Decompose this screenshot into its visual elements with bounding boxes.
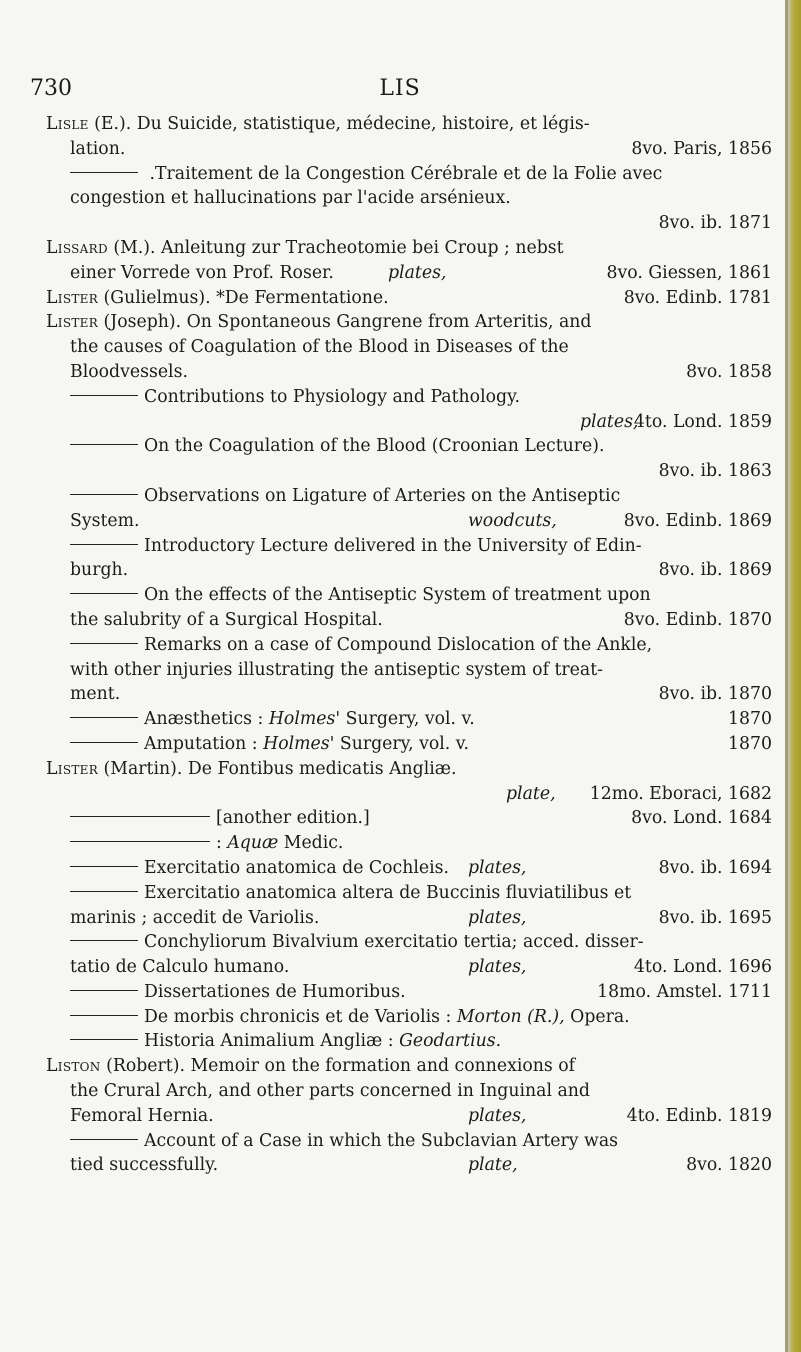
imprint: 8vo. Lond. 1684 xyxy=(631,808,772,829)
entry-text: Account of a Case in which the Subclavian Artery was xyxy=(144,1130,618,1151)
entry-text: Bloodvessels. xyxy=(70,361,188,382)
entry-line xyxy=(46,806,772,831)
italic-text: Aquæ xyxy=(227,833,279,854)
entry-line xyxy=(46,707,772,732)
format-note: plates, xyxy=(468,907,527,928)
entry-text: the salubrity of a Surgical Hospital. xyxy=(70,609,383,630)
entry-line xyxy=(46,335,772,360)
imprint: 4to. Edinb. 1819 xyxy=(626,1105,772,1126)
italic-text: Holmes' xyxy=(268,709,341,730)
entry-line xyxy=(46,236,772,261)
entry-line xyxy=(46,261,772,286)
entry-line xyxy=(46,534,772,559)
entry-text: with other injuries illustrating the antiseptic system of treat- xyxy=(70,659,603,680)
entry-line xyxy=(46,558,772,583)
ditto-rule xyxy=(70,643,138,644)
entry-line xyxy=(46,782,772,807)
entry-text: (E.). Du Suicide, statistique, médecine, histoire, et légis- xyxy=(88,114,590,134)
entry-text: tied successfully. xyxy=(70,1155,219,1176)
entry-text: (Martin). De Fontibus medicatis Angliæ. xyxy=(98,758,457,779)
imprint: 8vo. ib. 1694 xyxy=(658,857,772,878)
entry-line xyxy=(46,980,772,1005)
entry-line xyxy=(46,459,772,484)
italic-text: Morton (R.), xyxy=(456,1006,565,1027)
imprint: 8vo. Giessen, 1861 xyxy=(606,262,772,283)
page-edge xyxy=(785,0,801,1352)
entry-text: Observations on Ligature of Arteries on the Antiseptic xyxy=(144,485,621,506)
author-name: Lisle xyxy=(46,114,89,134)
imprint: 8vo. ib. 1871 xyxy=(658,213,772,234)
entry-line xyxy=(46,509,772,534)
ditto-rule xyxy=(70,494,138,495)
imprint: 8vo. ib. 1869 xyxy=(658,560,772,581)
entry-line xyxy=(46,1153,772,1178)
page-number: 730 xyxy=(30,76,72,101)
entry-text: marinis ; accedit de Variolis. xyxy=(70,907,320,928)
entry-text: the Crural Arch, and other parts concerned in Inguinal and xyxy=(70,1081,590,1102)
entry-text: burgh. xyxy=(70,560,129,581)
entry-line xyxy=(46,484,772,509)
entry-line xyxy=(46,1029,772,1054)
ditto-rule xyxy=(70,1039,138,1040)
page-header xyxy=(30,76,770,110)
italic-text: Holmes' xyxy=(263,733,335,754)
entry-line xyxy=(46,856,772,881)
ditto-rule xyxy=(70,891,138,892)
entry-line xyxy=(46,608,772,633)
entry-text: Surgery, vol. v. xyxy=(334,733,469,754)
imprint: 12mo. Eboraci, 1682 xyxy=(589,783,772,804)
ditto-rule xyxy=(70,593,138,594)
entry-text: Anæsthetics : xyxy=(144,709,269,730)
author-name: Lister xyxy=(46,312,99,333)
entry-line xyxy=(46,1005,772,1030)
entry-text: [another edition.] xyxy=(216,808,370,829)
running-head: LIS xyxy=(379,76,421,101)
ditto-rule xyxy=(70,841,210,842)
ditto-rule xyxy=(70,1015,138,1016)
ditto-rule xyxy=(70,866,138,867)
entry-text: Remarks on a case of Compound Dislocation of the Ankle, xyxy=(144,634,653,655)
entry-text: : xyxy=(216,833,228,854)
entry-text: lation. xyxy=(70,138,126,159)
entry-line xyxy=(46,1079,772,1104)
imprint: 8vo. 1820 xyxy=(686,1155,772,1176)
entry-line xyxy=(46,1054,772,1079)
imprint: 1870 xyxy=(728,733,772,754)
entry-text: Dissertationes de Humoribus. xyxy=(144,981,406,1002)
entry-line xyxy=(46,906,772,931)
entry-line xyxy=(46,434,772,459)
entry-line xyxy=(46,112,772,137)
imprint: 8vo. 1858 xyxy=(686,361,772,382)
entry-line xyxy=(46,385,772,410)
imprint: 8vo. ib. 1695 xyxy=(658,907,772,928)
entry-line xyxy=(46,633,772,658)
ditto-rule xyxy=(70,717,138,718)
format-note: plates, xyxy=(468,857,527,878)
entry-text: the causes of Coagulation of the Blood in Diseases of the xyxy=(70,337,569,358)
entry-text: Historia Animalium Angliæ : xyxy=(144,1031,400,1052)
entry-text: (Robert). Memoir on the formation and connexions of xyxy=(100,1056,576,1077)
ditto-rule xyxy=(70,395,138,396)
format-note: plate, xyxy=(506,783,556,804)
author-name: Lister xyxy=(46,758,99,779)
italic-text: Geodartius. xyxy=(399,1031,502,1052)
format-note: plates, xyxy=(580,411,639,432)
entry-text: (Joseph). On Spontaneous Gangrene from Arteritis, and xyxy=(98,312,592,333)
entry-text: Exercitatio anatomica altera de Buccinis fluviatilibus et xyxy=(144,882,632,903)
ditto-rule xyxy=(70,1139,138,1140)
entry-line xyxy=(46,583,772,608)
entry-text: Contributions to Physiology and Pathology. xyxy=(144,386,521,407)
format-note: plates, xyxy=(388,262,447,283)
entry-text: einer Vorrede von Prof. Roser. xyxy=(70,262,334,283)
entry-line xyxy=(46,211,772,236)
format-note: plates, xyxy=(468,1105,527,1126)
imprint: 8vo. ib. 1863 xyxy=(658,461,772,482)
entry-text: On the Coagulation of the Blood (Croonian Lecture). xyxy=(144,436,605,457)
imprint: 8vo. Edinb. 1870 xyxy=(623,609,772,630)
entry-text: (M.). Anleitung zur Tracheotomie bei Croup ; nebst xyxy=(107,237,564,258)
entry-text: Surgery, vol. v. xyxy=(340,709,475,730)
ditto-rule xyxy=(70,172,138,173)
imprint: 8vo. Paris, 1856 xyxy=(631,138,772,159)
entry-text: Femoral Hernia. xyxy=(70,1105,214,1126)
entry-line xyxy=(46,1104,772,1129)
entry-line xyxy=(46,410,772,435)
imprint: 8vo. Edinb. 1869 xyxy=(623,510,772,531)
ditto-rule xyxy=(70,444,138,445)
ditto-rule xyxy=(70,990,138,991)
ditto-rule xyxy=(70,816,210,817)
entry-line xyxy=(46,831,772,856)
format-note: plates, xyxy=(468,957,527,978)
imprint: 1870 xyxy=(728,709,772,730)
entry-text: Exercitatio anatomica de Cochleis. xyxy=(144,857,450,878)
entry-line xyxy=(46,1129,772,1154)
entry-text: De morbis chronicis et de Variolis : xyxy=(144,1006,457,1027)
imprint: 4to. Lond. 1696 xyxy=(633,957,772,978)
entry-line xyxy=(46,732,772,757)
entry-line xyxy=(46,682,772,707)
author-name: Liston xyxy=(46,1056,101,1077)
bibliography-entries xyxy=(46,112,772,1178)
imprint: 4to. Lond. 1859 xyxy=(633,411,772,432)
entry-line xyxy=(46,360,772,385)
author-name: Lissard xyxy=(46,237,108,258)
entry-text: On the effects of the Antiseptic System of treatment upon xyxy=(144,585,651,606)
entry-text: System. xyxy=(70,510,140,531)
entry-line xyxy=(46,881,772,906)
entry-line xyxy=(46,930,772,955)
author-name: Lister xyxy=(46,287,99,308)
entry-text: tatio de Calculo humano. xyxy=(70,957,290,978)
entry-line xyxy=(46,137,772,162)
entry-line xyxy=(46,286,772,311)
entry-text: Conchyliorum Bivalvium exercitatio tertia; acced. disser- xyxy=(144,932,644,953)
entry-text: .Traitement de la Congestion Cérébrale et de la Folie avec xyxy=(144,163,663,184)
entry-line xyxy=(46,658,772,683)
entry-line xyxy=(46,162,772,187)
ditto-rule xyxy=(70,940,138,941)
entry-line xyxy=(46,310,772,335)
ditto-rule xyxy=(70,742,138,743)
entry-text: Opera. xyxy=(564,1006,630,1027)
entry-text: Medic. xyxy=(278,833,344,854)
imprint: 8vo. ib. 1870 xyxy=(658,684,772,705)
entry-text: (Gulielmus). *De Fermentatione. xyxy=(98,287,389,308)
format-note: plate, xyxy=(468,1155,518,1176)
entry-line xyxy=(46,955,772,980)
entry-text: congestion et hallucinations par l'acide arsénieux. xyxy=(70,188,511,209)
format-note: woodcuts, xyxy=(468,510,557,531)
entry-line xyxy=(46,186,772,211)
imprint: 18mo. Amstel. 1711 xyxy=(597,981,772,1002)
imprint: 8vo. Edinb. 1781 xyxy=(623,287,772,308)
entry-text: Introductory Lecture delivered in the University of Edin- xyxy=(144,535,642,556)
ditto-rule xyxy=(70,544,138,545)
entry-text: Amputation : xyxy=(144,733,264,754)
entry-line xyxy=(46,757,772,782)
entry-text: ment. xyxy=(70,684,121,705)
